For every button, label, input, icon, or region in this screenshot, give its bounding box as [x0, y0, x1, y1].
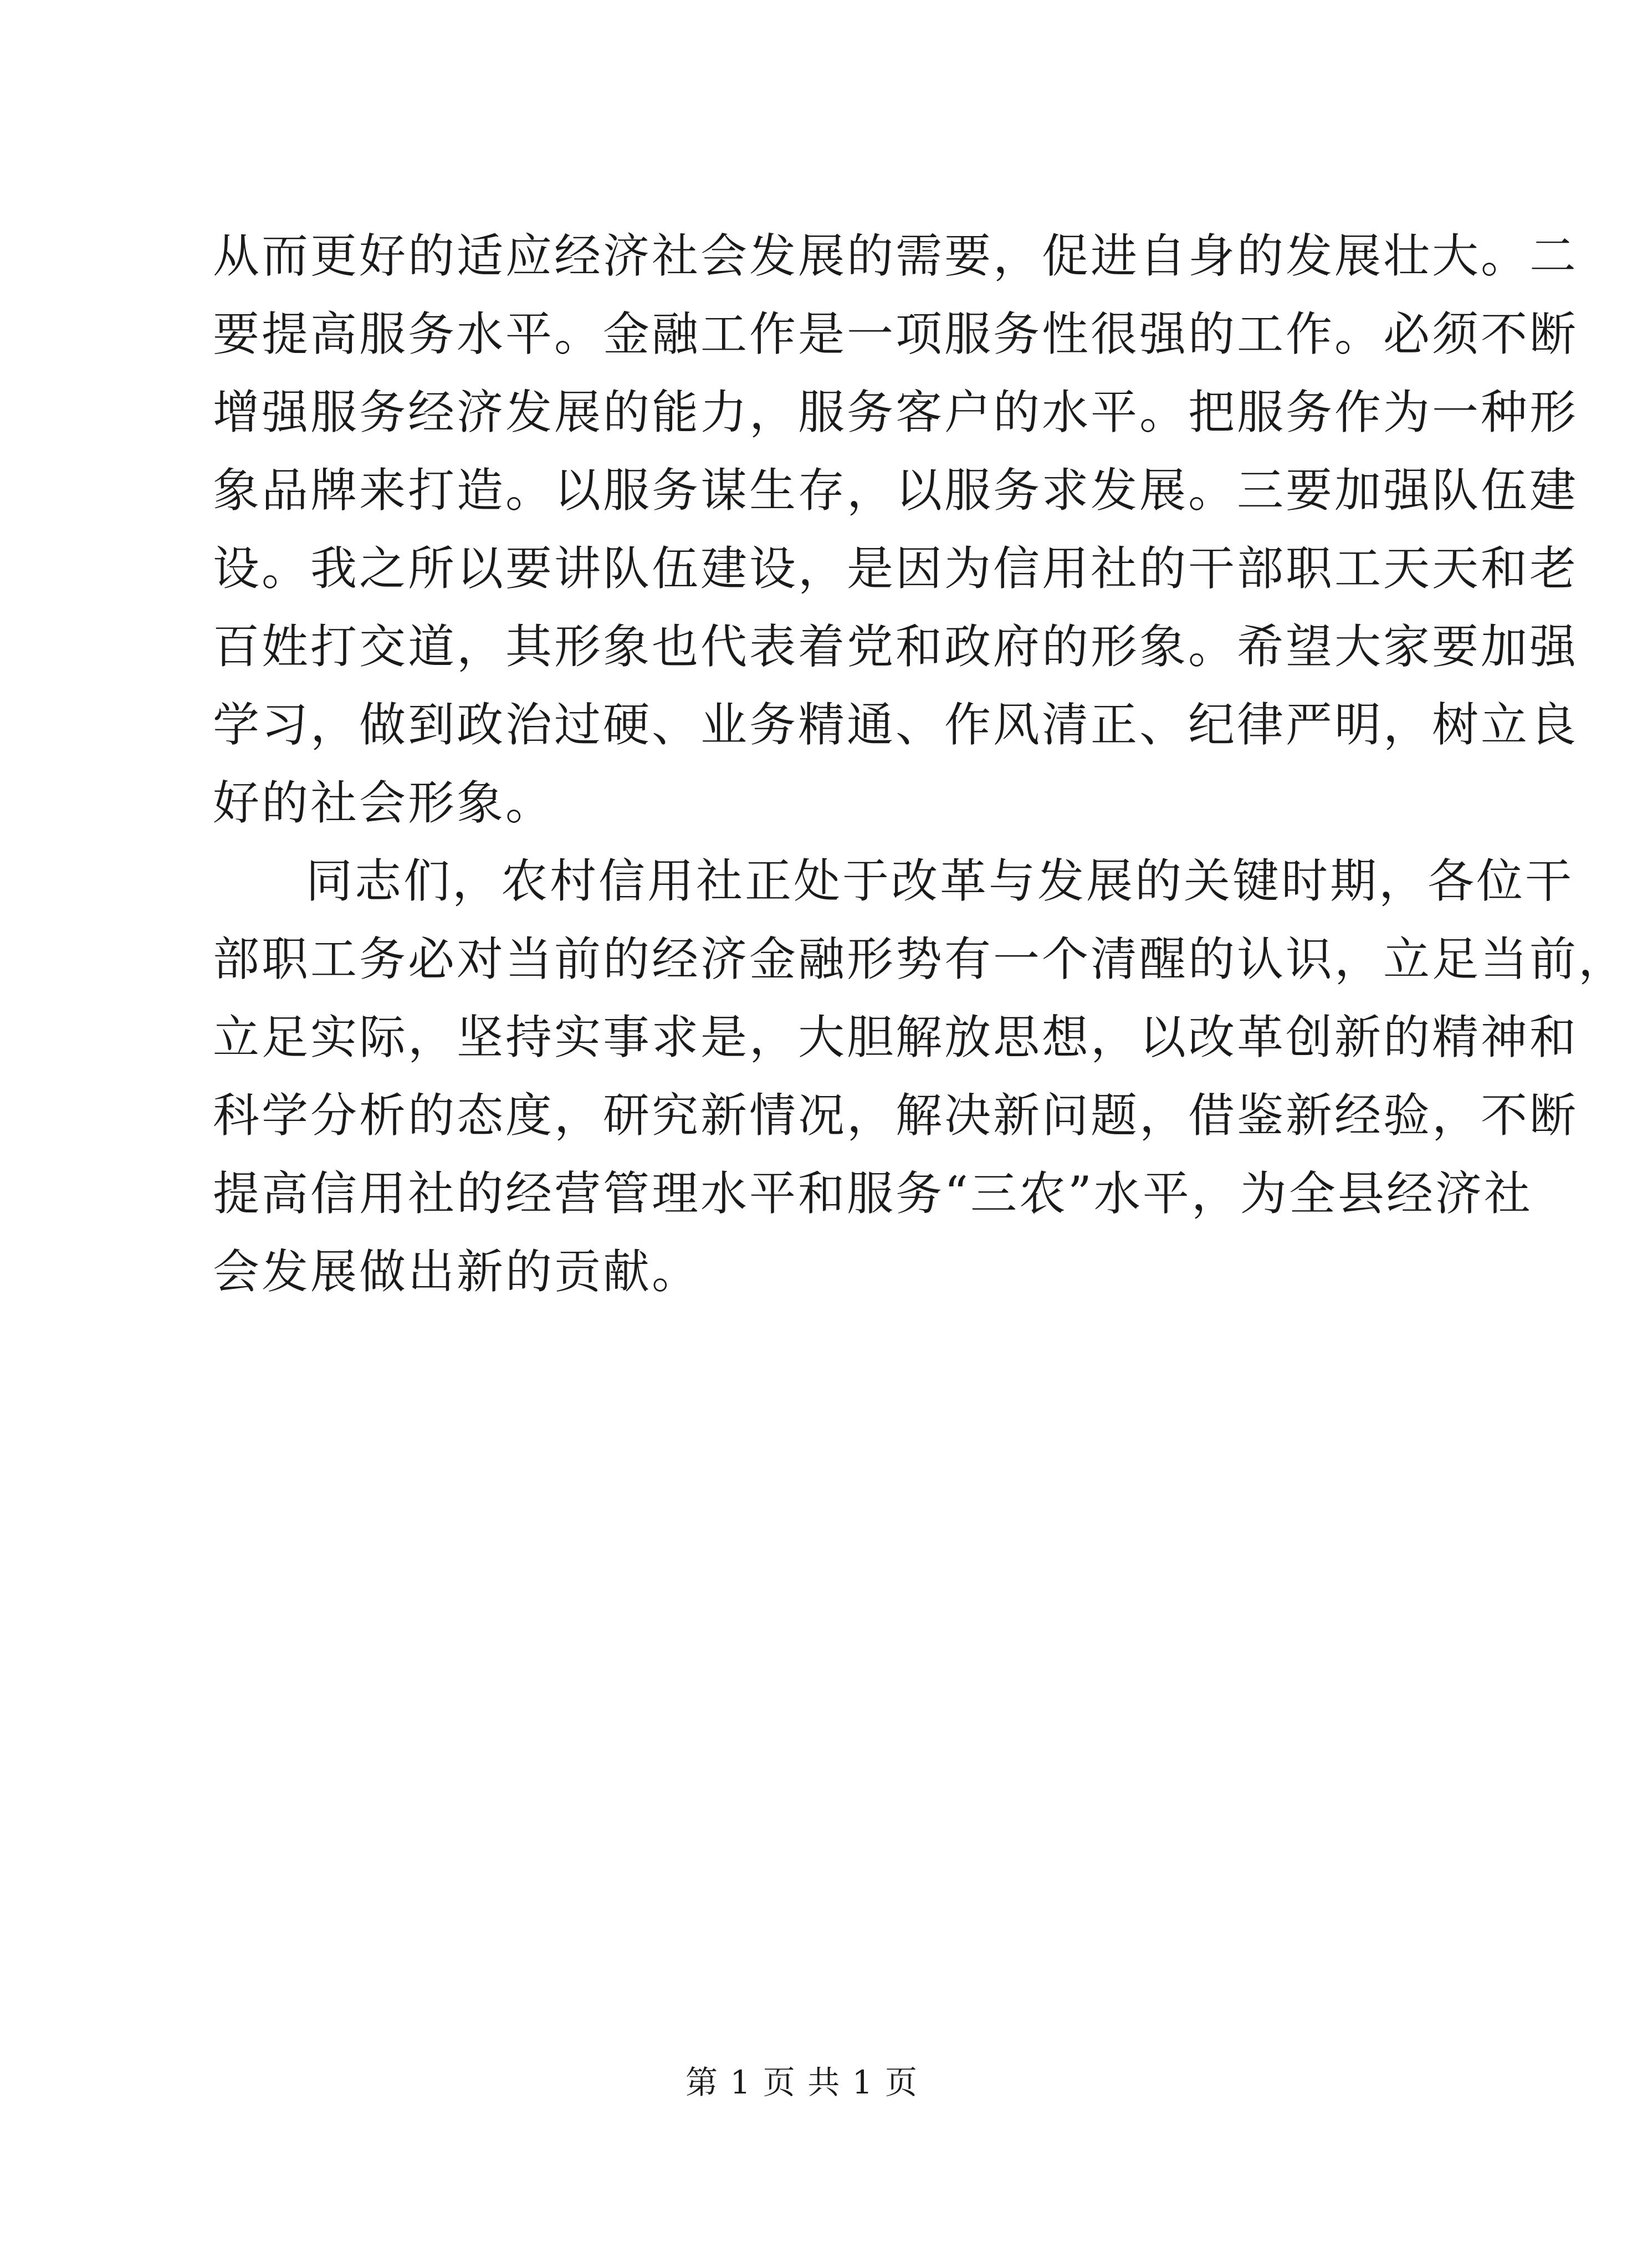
paragraph-1 — [213, 217, 1579, 842]
page-number-footer: 第 1 页 共 1 页 — [685, 2064, 918, 2101]
text-line: 从而更好的适应经济社会发展的需要，促进自身的发展壮大。二 — [213, 229, 1579, 283]
text-line: 部职工务必对当前的经济金融形势有一个清醒的认识，立足当前， — [213, 932, 1627, 986]
text-line: 会发展做出新的贡献。 — [213, 1245, 701, 1299]
text-line: 科学分析的态度，研究新情况，解决新问题，借鉴新经验，不断 — [213, 1088, 1579, 1143]
text-line: 设。我之所以要讲队伍建设，是因为信用社的干部职工天天和老 — [213, 541, 1579, 596]
text-line: 象品牌来打造。以服务谋生存，以服务求发展。三要加强队伍建 — [213, 463, 1579, 518]
text-line: 要提高服务水平。金融工作是一项服务性很强的工作。必须不断 — [213, 307, 1579, 361]
text-line: 增强服务经济发展的能力，服务客户的水平。把服务作为一种形 — [213, 385, 1579, 439]
text-line: 提高信用社的经营管理水平和服务“三农”水平，为全县经济社 — [213, 1166, 1533, 1221]
text-line: 好的社会形象。 — [213, 776, 555, 830]
text-line: 百姓打交道，其形象也代表着党和政府的形象。希望大家要加强 — [213, 620, 1579, 674]
text-line: 立足实际，坚持实事求是，大胆解放思想，以改革创新的精神和 — [213, 1010, 1579, 1064]
text-line: 学习，做到政治过硬、业务精通、作风清正、纪律严明，树立良 — [213, 698, 1579, 752]
text-line: 同志们，农村信用社正处于改革与发展的关键时期，各位干 — [306, 854, 1574, 908]
paragraph-2 — [213, 842, 1627, 1311]
body-text — [213, 217, 1627, 1311]
